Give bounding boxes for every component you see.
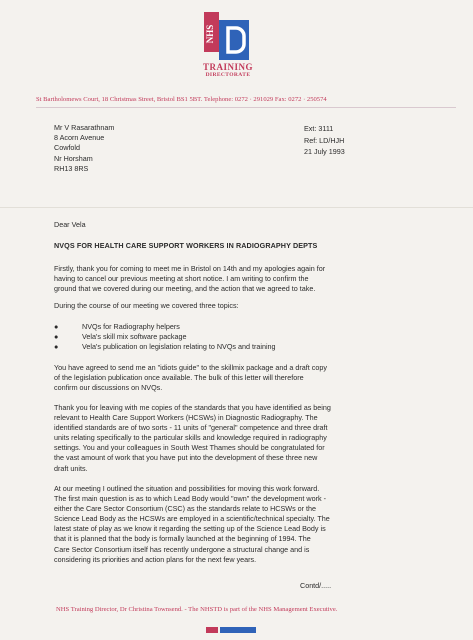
address-divider [36,107,456,108]
letterhead-address: St Bartholomews Court, 18 Christmas Street, Bristol BS1 5BT. Telephone: 0272 · 291029 Fax: 0272 · 250574 [36,96,327,103]
recipient-line: Mr V Rasarathnam [54,123,115,132]
footer-text: NHS Training Director, Dr Christina Townsend. - The NHSTD is part of the NHS Management Executive. [56,606,338,613]
recipient-line: 8 Acorn Avenue [54,133,105,143]
recipient-address [54,123,114,174]
paragraph-agreed-actions: You have agreed to send me an "idiots guide" to the skillmix package and a draft copy of the legislation publication once available. The bulk of this letter will therefore confirm our discussions on NVQs. [54,363,327,393]
recipient-line: RH13 8RS [54,163,89,173]
topic-item [54,322,276,332]
fold-line [0,207,473,208]
bullet-icon: ● [54,322,59,331]
topic-label: Vela's skill mix software package [82,332,187,342]
salutation: Dear Vela [54,220,86,229]
logo-text: NHS [205,24,215,44]
reference: Ref: LD/HJH [304,135,345,145]
paragraph-topics-intro: During the course of our meeting we covered three topics: [54,301,239,310]
logo-directorate-label: DIRECTORATE [205,72,251,78]
recipient-line: Nr Horsham [54,153,93,163]
recipient-line: Cowfold [54,143,80,153]
topic-item [54,342,276,352]
bullet-icon: ● [54,332,59,342]
paragraph-intro: Firstly, thank you for coming to meet me in Bristol on 14th and my apologies again for having to cancel our previous meeting at short notice. I am writing to confirm the ground that we covered during our meeting, and the action that we agreed to take. [54,264,326,294]
nhs-logo-icon [204,10,252,68]
subject-heading: NVQS FOR HEALTH CARE SUPPORT WORKERS IN RADIOGRAPHY DEPTS [54,241,318,250]
footer-red-strip [206,627,218,633]
topic-label: NVQs for Radiography helpers [82,322,180,331]
extension: Ext: 3111 [304,124,334,133]
paragraph-standards: Thank you for leaving with me copies of the standards that you have identified as being relevant to Health Care Support Workers (HCSWs) in Diagnostic Radiography. The identified standards are of two sorts - 11 units of "general" competence and three draft units relating specifically to the particular skills and knowledge required in radiography settings. You and your colleagues in South West Thames should be congratulated for the vast amount of work that you have put into the development of these three new draft units. [54,403,331,473]
reference-block [304,123,345,158]
topic-list [54,322,276,352]
letter-date: 21 July 1993 [304,147,345,156]
bullet-icon: ● [54,342,59,352]
logo-training-label: TRAINING [202,62,253,72]
topic-item [54,332,276,342]
topic-label: Vela's publication on legislation relating to NVQs and training [82,342,276,352]
footer-blue-strip [220,627,256,633]
paragraph-lead-body: At our meeting I outlined the situation and possibilities for moving this work forward. The first main question is as to which Lead Body would "own" the development work - either the Care Sector Consortium (CSC) as the standards relate to HCSWs or the Science Lead Body as the HCSWs are employed in a scientific/technical specialty. The latest state of play as we know it regarding the setting up of the Science Lead Body is that it is planned that the body is formally launched at the beginning of 1994. The Care Sector Consortium itself has recently undergone a structural change and is considering its priorities and action plans for the next few years. [54,484,330,564]
continued-marker: Contd/..... [300,581,332,590]
